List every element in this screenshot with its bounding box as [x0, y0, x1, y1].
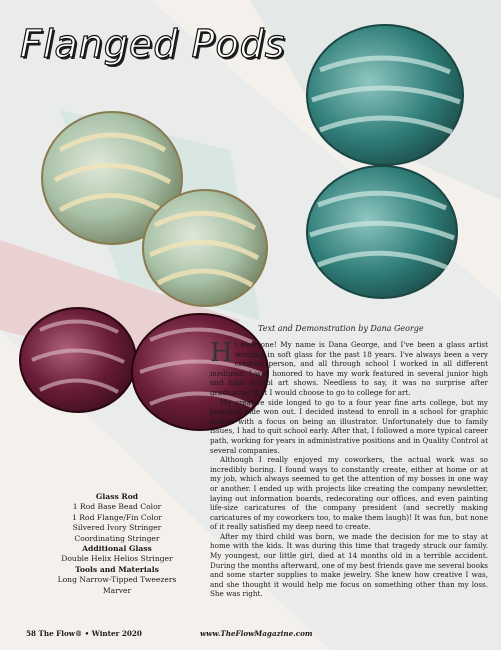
material-item: Long Narrow-Tipped Tweezers	[57, 575, 177, 585]
paragraph-1: Hi everyone! My name is Dana George, and I've been a glass artist working in soft glass for the past 18 years. I've always been a very creative person, and all through school I worked in all different mediums. I was honored to have my work featured in several junior high and high school art shows. Needless to say, it was no surprise after graduating that I would choose to go to college for art.	[210, 338, 488, 397]
additional-glass-heading: Additional Glass	[82, 544, 152, 554]
article-body	[210, 340, 488, 599]
glass-rod-heading: Glass Rod	[95, 492, 139, 501]
footer-page-info: 58 The Flow® • Winter 2020	[26, 629, 142, 638]
bead-purple-1	[20, 308, 136, 412]
paragraph-2: My creative side longed to go to a four year fine arts college, but my practical side won out. I decided instead to enroll in a school for graphic design with a focus on being an illustrator. Unfortunately due to family issues, I had to quit school early. After that, I followed a more typical career path, working for years in administrative positions and in Quality Control at several companies.	[210, 397, 488, 455]
paragraph-4: After my third child was born, we made the decision for me to stay at home with the kids. It was during this time that tragedy struck our family. My youngest, our little girl, died at 14 months old in a terrible accident. During the months afterward, one of my best friends gave me several books and some starter supplies to make jewelry. She knew how creative I was, and she thought it would help me focus on something other than my loss. She was right.	[210, 531, 488, 599]
material-item: Double Helix Helios Stringer	[61, 554, 173, 564]
bead-teal-1	[307, 25, 463, 165]
materials-list	[32, 492, 202, 596]
drop-cap: H	[210, 338, 233, 368]
footer-website: www.TheFlowMagazine.com	[200, 629, 313, 638]
bead-teal-2	[307, 166, 457, 298]
author-credit: Text and Demonstration by Dana George	[258, 324, 424, 333]
tools-heading: Tools and Materials	[75, 564, 159, 574]
material-item: Silvered Ivory Stringer	[72, 523, 162, 533]
material-item: 1 Rod Base Bead Color	[72, 502, 162, 512]
bead-amber-2	[143, 190, 267, 306]
article-title: Flanged Pods	[20, 22, 286, 66]
material-item: 1 Rod Flange/Fin Color	[72, 512, 162, 522]
paragraph-3: Although I really enjoyed my coworkers, the actual work was so incredibly boring. I found ways to constantly create, either at home or at my job, which always seemed to get the attention of my bosses in one way or another. I ended up with projects like creating the company newsletter, laying out information boards, redecorating our offices, and even painting life-size caricatures of the company president (and secretly making caricatures of my coworkers too, to make them laugh)! It was fun, but none of it really satisfied my deep need to create.	[210, 455, 488, 532]
material-item: Marver	[102, 585, 132, 595]
material-item: Coordinating Stringer	[74, 533, 160, 543]
